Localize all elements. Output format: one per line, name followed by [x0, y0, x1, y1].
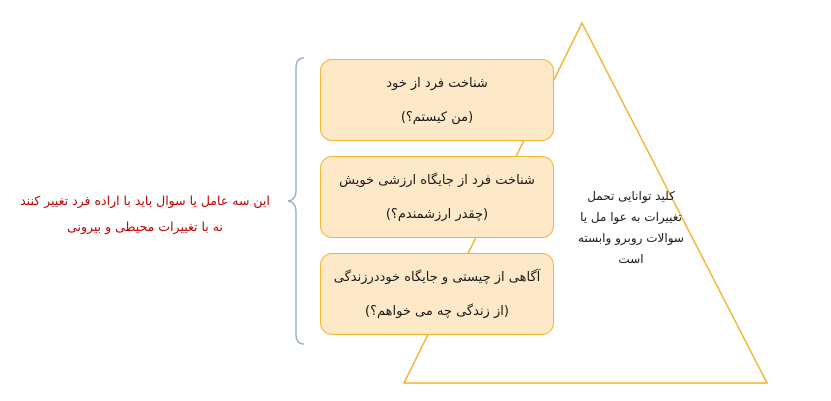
box-self-knowledge: [320, 59, 554, 141]
triangle-label: [560, 186, 702, 270]
box-question: (من کیستم؟): [400, 110, 474, 125]
box-title: شناخت فرد از خود: [386, 76, 488, 91]
box-life-purpose: [320, 253, 554, 335]
box-title: آگاهی از چیستی و جایگاه خوددرزندگی: [333, 270, 541, 285]
note-text: [10, 188, 280, 240]
note-line: این سه عامل یا سوال باید با اراده فرد تغییر کنند: [20, 193, 270, 208]
box-question: (چقدر ارزشمندم؟): [385, 207, 489, 222]
box-self-worth: [320, 156, 554, 238]
triangle-label-line: تغییرات به عوا مل یا: [580, 210, 682, 224]
box-question: (از زندگی چه می خواهم؟): [365, 304, 509, 319]
note-line: نه با تغییرات محیطی و بیرونی: [67, 219, 223, 234]
triangle-label-line: سوالات روبرو وابسته: [578, 231, 684, 245]
triangle-label-line: کلید توانایی تحمل: [587, 189, 675, 203]
box-title: شناخت فرد از جایگاه ارزشی خویش: [339, 173, 535, 188]
triangle-label-line: است: [618, 252, 644, 266]
